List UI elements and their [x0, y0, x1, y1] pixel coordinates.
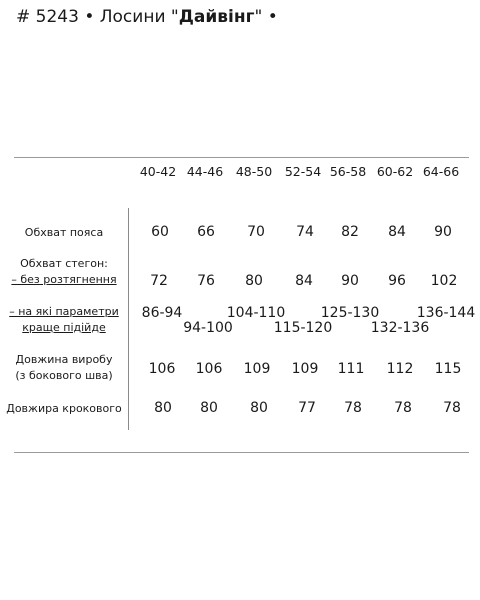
product-name-end: " • — [254, 7, 278, 27]
length-value: 106 — [195, 361, 223, 377]
waist-value: 60 — [151, 224, 169, 240]
length-value: 112 — [386, 361, 414, 377]
waist-value: 82 — [341, 224, 359, 240]
waist-value: 70 — [247, 224, 265, 240]
product-title — [16, 7, 278, 27]
hips-value: 80 — [245, 273, 263, 289]
top-divider — [14, 157, 469, 158]
size-header: 48-50 — [235, 164, 273, 179]
hips-value: 102 — [430, 273, 458, 289]
waist-value: 90 — [434, 224, 452, 240]
length-value: 115 — [434, 361, 462, 377]
waist-value: 74 — [296, 224, 314, 240]
fits-label-line1: – на які параметри — [9, 305, 119, 318]
length-value: 111 — [337, 361, 365, 377]
waist-value: 84 — [388, 224, 406, 240]
inseam-value: 80 — [154, 400, 172, 416]
waist-label: Обхват пояса — [24, 226, 104, 239]
bottom-divider — [14, 452, 469, 453]
inseam-value: 78 — [344, 400, 362, 416]
waist-value: 66 — [197, 224, 215, 240]
article-number: # 5243 • — [16, 7, 95, 27]
length-value: 106 — [148, 361, 176, 377]
fits-range: 125-130 — [320, 305, 380, 321]
fits-range: 94-100 — [183, 320, 233, 336]
hips-value: 96 — [388, 273, 406, 289]
size-header: 52-54 — [284, 164, 322, 179]
size-header: 40-42 — [139, 164, 177, 179]
inseam-value: 78 — [443, 400, 461, 416]
fits-label-line2: краще підійде — [22, 321, 106, 334]
fits-range: 86-94 — [141, 305, 183, 321]
label-column-divider — [128, 208, 129, 430]
hips-no-stretch-label: – без розтягнення — [11, 273, 117, 286]
hips-value: 76 — [197, 273, 215, 289]
hips-value: 90 — [341, 273, 359, 289]
fits-range: 136-144 — [416, 305, 476, 321]
length-label-line1: Довжина виробу — [15, 353, 113, 366]
hips-label: Обхват стегон: — [20, 257, 108, 270]
product-name-bold: Дайвінг — [178, 7, 255, 27]
length-value: 109 — [291, 361, 319, 377]
size-header: 56-58 — [329, 164, 367, 179]
size-header: 44-46 — [186, 164, 224, 179]
inseam-value: 80 — [250, 400, 268, 416]
fits-range: 104-110 — [226, 305, 286, 321]
length-value: 109 — [243, 361, 271, 377]
fits-range: 132-136 — [370, 320, 430, 336]
inseam-label: Довжира крокового — [6, 402, 122, 415]
size-header: 60-62 — [376, 164, 414, 179]
hips-value: 84 — [295, 273, 313, 289]
hips-value: 72 — [150, 273, 168, 289]
product-name-start: Лосини " — [99, 7, 179, 27]
fits-range: 115-120 — [273, 320, 333, 336]
inseam-value: 78 — [394, 400, 412, 416]
inseam-value: 80 — [200, 400, 218, 416]
size-header: 64-66 — [422, 164, 460, 179]
length-label-line2: (з бокового шва) — [15, 369, 113, 382]
inseam-value: 77 — [298, 400, 316, 416]
